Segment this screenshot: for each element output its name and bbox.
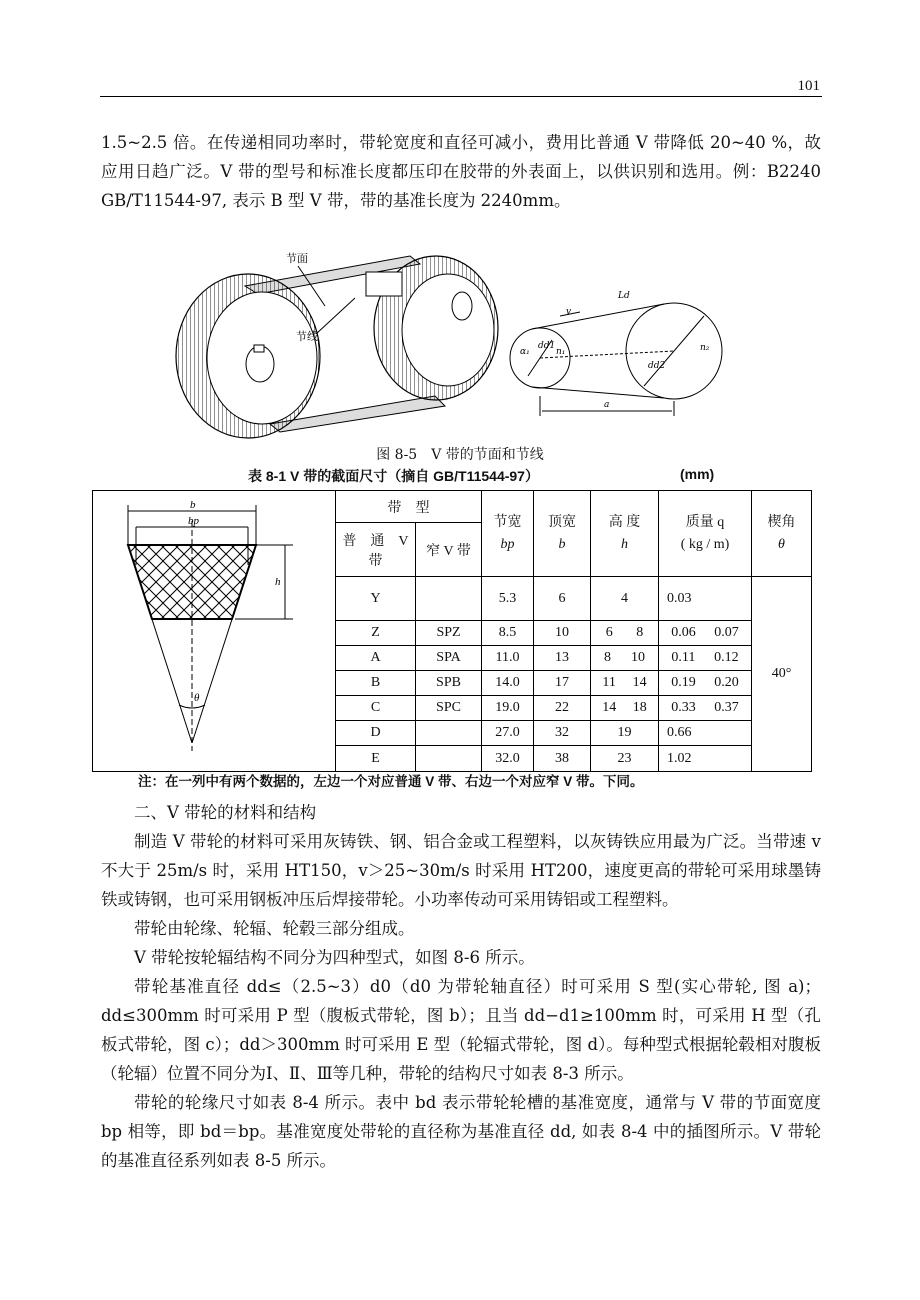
cell-q: 0.19 0.20 — [659, 671, 752, 696]
cell-q: 0.33 0.37 — [659, 696, 752, 721]
cell-narrow — [416, 577, 482, 621]
cell-b: 32 — [534, 721, 591, 746]
page-number: 101 — [797, 78, 820, 94]
cell-b: 6 — [534, 577, 591, 621]
label-bp: bp — [188, 515, 199, 527]
belt-section-diagram — [93, 491, 336, 766]
cell-b: 10 — [534, 621, 591, 646]
header-type: 带 型 — [336, 491, 482, 523]
cell-h: 6 8 — [591, 621, 659, 646]
cell-narrow: SPA — [416, 646, 482, 671]
cell-h: 4 — [591, 577, 659, 621]
header-narrow-v-belt: 窄 V 带 — [416, 523, 482, 577]
cell-bp: 27.0 — [482, 721, 534, 746]
cell-bp: 5.3 — [482, 577, 534, 621]
label-dd2: dd2 — [648, 361, 666, 371]
cell-b: 13 — [534, 646, 591, 671]
figure-v-belt-pitch — [170, 246, 760, 442]
cell-ordinary: D — [336, 721, 416, 746]
header-mass: 质量 q ( kg / m) — [659, 491, 752, 577]
cell-bp: 14.0 — [482, 671, 534, 696]
table-title: 表 8-1 V 带的截面尺寸（摘自 GB/T11544-97） — [248, 468, 539, 484]
header-height: 高 度 h — [591, 491, 659, 577]
cell-bp: 11.0 — [482, 646, 534, 671]
label-b: b — [190, 499, 196, 511]
label-pitch-surface: 节面 — [286, 252, 308, 265]
label-pitch-line: 节线 — [296, 330, 318, 343]
paragraph-components: 带轮由轮缘、轮辐、轮毂三部分组成。 — [134, 919, 415, 938]
paragraph-diameter-rules: 带轮基准直径 dd≤（2.5~3）d0（d0 为带轮轴直径）时可采用 S 型(实心带轮, 图 a)；dd≤300mm 时可采用 P 型（腹板式带轮，图 b）；且当 dd−d1≥100mm 时，可采用 H 型（孔板式带轮，图 c）；dd＞300mm 时可采用 E 型（轮辐式带轮，图 d）。每种型式根据轮毂相对腹板（轮辐）位置不同分为Ⅰ、Ⅱ、Ⅲ等几种，带轮的结构尺寸如表 8-3 所示。 — [101, 977, 821, 1083]
label-ld: Ld — [618, 291, 630, 301]
belt-section-diagram-cell — [93, 491, 336, 772]
label-alpha1: α₁ — [520, 347, 530, 357]
cell-bp: 32.0 — [482, 746, 534, 772]
paragraph-types: V 带轮按轮辐结构不同分为四种型式，如图 8-6 所示。 — [134, 948, 535, 967]
cell-b: 17 — [534, 671, 591, 696]
belt-drive-schematic — [510, 291, 722, 416]
cell-b: 38 — [534, 746, 591, 772]
label-n2: n₂ — [700, 343, 710, 353]
cell-bp: 19.0 — [482, 696, 534, 721]
cell-q: 0.66 — [659, 721, 752, 746]
cell-h: 19 — [591, 721, 659, 746]
cell-q: 0.06 0.07 — [659, 621, 752, 646]
header-pitch-width: 节宽 bp — [482, 491, 534, 577]
cell-narrow: SPC — [416, 696, 482, 721]
header-rule — [100, 96, 822, 97]
cell-b: 22 — [534, 696, 591, 721]
label-h: h — [275, 576, 281, 588]
cell-ordinary: C — [336, 696, 416, 721]
cell-wedge-angle: 40° — [752, 577, 812, 772]
table-note: 注：在一列中有两个数据的，左边一个对应普通 V 带、右边一个对应窄 V 带。下同。 — [138, 774, 644, 789]
cell-narrow: SPB — [416, 671, 482, 696]
cell-narrow — [416, 746, 482, 772]
intro-paragraph — [101, 128, 821, 215]
label-theta: θ — [194, 692, 200, 704]
header-top-width: 顶宽 b — [534, 491, 591, 577]
label-dd1: dd1 — [538, 341, 556, 351]
cell-q: 0.03 — [659, 577, 752, 621]
section-heading: 二、V 带轮的材料和结构 — [134, 803, 317, 822]
paragraph-rim-dimensions: 带轮的轮缘尺寸如表 8-4 所示。表中 bd 表示带轮轮槽的基准宽度，通常与 V 带的节面宽度 bp 相等，即 bd＝bp。基准宽度处带轮的直径称为基准直径 dd, 如表 8-4 中的插图所示。V 带轮的基准直径系列如表 8-5 所示。 — [101, 1093, 821, 1170]
header-ordinary-v-belt: 普 通 V 带 — [336, 523, 416, 577]
cell-h: 23 — [591, 746, 659, 772]
cell-ordinary: A — [336, 646, 416, 671]
cell-h: 8 10 — [591, 646, 659, 671]
cell-h: 14 18 — [591, 696, 659, 721]
label-a: a — [604, 400, 610, 410]
cell-h: 11 14 — [591, 671, 659, 696]
cell-narrow — [416, 721, 482, 746]
figure-caption: 图 8-5 V 带的节面和节线 — [376, 447, 544, 463]
belt-drive-3d — [176, 251, 498, 438]
table-unit: (mm) — [680, 466, 715, 482]
label-v: v — [566, 307, 572, 317]
v-belt-section-table — [92, 490, 812, 772]
cell-ordinary: E — [336, 746, 416, 772]
cell-ordinary: Y — [336, 577, 416, 621]
cell-narrow: SPZ — [416, 621, 482, 646]
cell-q: 1.02 — [659, 746, 752, 772]
cell-ordinary: Z — [336, 621, 416, 646]
cell-bp: 8.5 — [482, 621, 534, 646]
paragraph-materials: 制造 V 带轮的材料可采用灰铸铁、钢、铝合金或工程塑料，以灰铸铁应用最为广泛。当带速 v 不大于 25m/s 时，采用 HT150，v＞25~30m/s 时采用 HT200，速度更高的带轮可采用球墨铸铁或铸钢，也可采用钢板冲压后焊接带轮。小功率传动可采用铸铝或工程塑料。 — [101, 832, 821, 909]
cell-q: 0.11 0.12 — [659, 646, 752, 671]
intro-text: 1.5~2.5 倍。在传递相同功率时，带轮宽度和直径可减小，费用比普通 V 带降低 20~40 %，故应用日趋广泛。V 带的型号和标准长度都压印在胶带的外表面上，以供识别和选用。例：B2240 GB/T11544-97, 表示 B 型 V 带，带的基准长度为 2240mm。 — [101, 133, 821, 210]
section-body — [101, 798, 821, 1175]
cell-ordinary: B — [336, 671, 416, 696]
label-n1: n₁ — [556, 347, 566, 357]
header-wedge-angle: 楔角 θ — [752, 491, 812, 577]
